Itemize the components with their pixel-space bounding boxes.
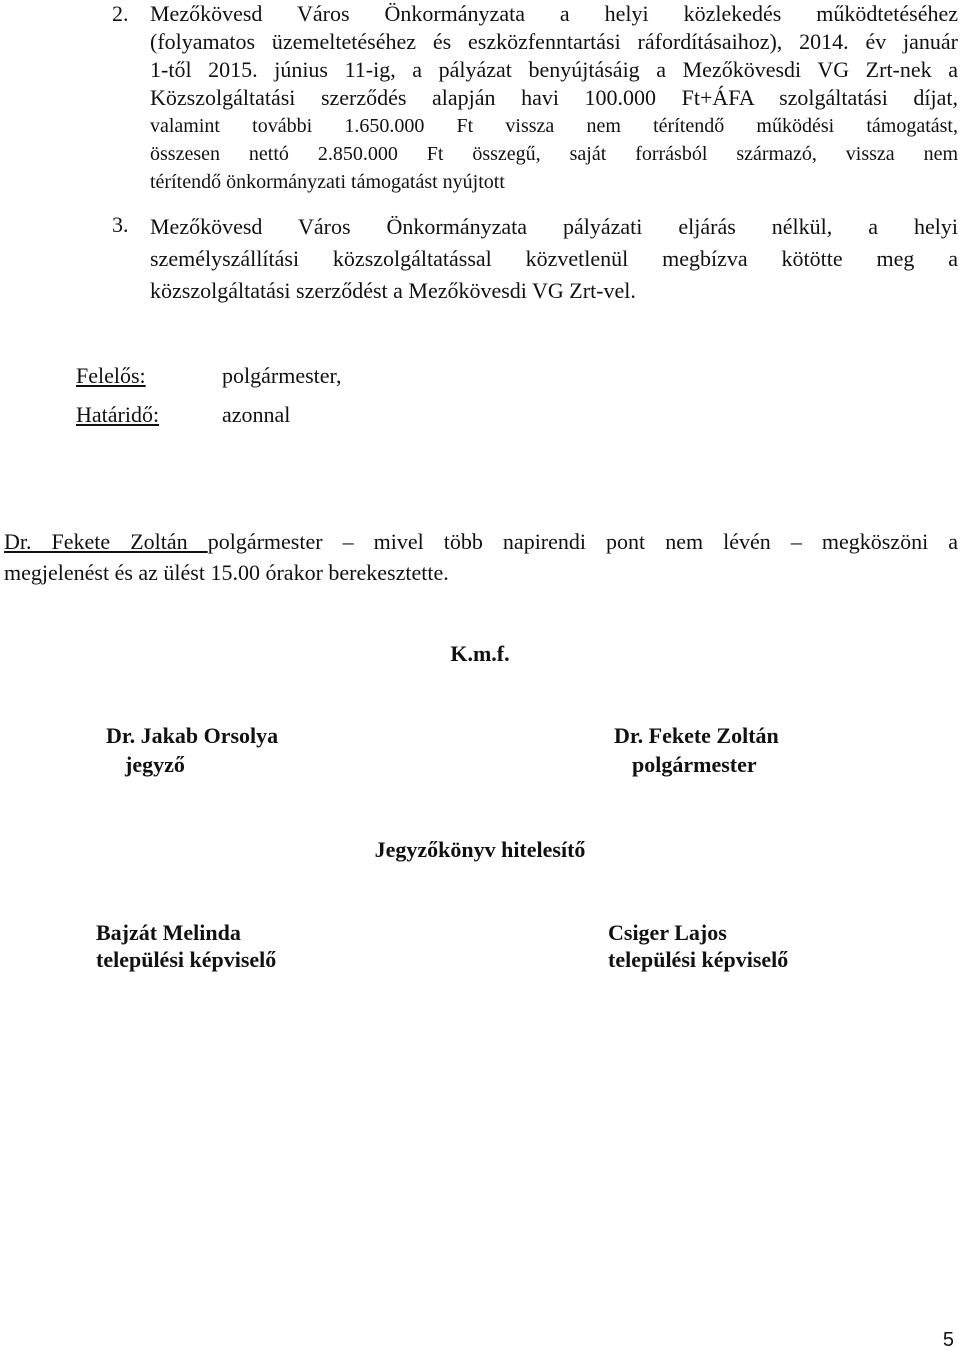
signatory-right-name: Dr. Fekete Zoltán	[614, 723, 779, 748]
deadline-label: Határidő:	[76, 402, 160, 427]
kmf-heading: K.m.f.	[450, 641, 510, 666]
text-line: közszolgáltatási szerződést a Mezőkövesdi VG Zrt-vel.	[150, 278, 636, 303]
text-line: Mezőkövesd Város Önkormányzata a helyi közlekedés működtetéséhez	[150, 1, 958, 26]
list-item-number: 2.	[112, 1, 129, 26]
signatory-right-title: polgármester	[632, 752, 757, 777]
text-line: összesen nettó 2.850.000 Ft összegű, saját forrásból származó, vissza nem	[150, 143, 958, 165]
closing-paragraph	[4, 526, 958, 588]
closing-text: polgármester – mivel több napirendi pont nem lévén – megköszöni a	[207, 529, 958, 554]
signatory-left-title: jegyző	[125, 752, 185, 777]
authenticator-right-name: Csiger Lajos	[608, 920, 727, 945]
text-line: személyszállítási közszolgáltatással közvetlenül megbízva kötötte meg a	[150, 246, 958, 271]
authenticator-heading: Jegyzőkönyv hitelesítő	[374, 837, 586, 862]
authenticator-left-title: települési képviselő	[96, 947, 277, 972]
signatory-left-name: Dr. Jakab Orsolya	[106, 723, 279, 748]
text-line: (folyamatos üzemeltetéséhez és eszközfenntartási ráfordításaihoz), 2014. év január	[150, 29, 958, 54]
text-line: valamint további 1.650.000 Ft vissza nem térítendő működési támogatást,	[150, 115, 958, 137]
page-number: 5	[942, 1329, 954, 1351]
text-line: térítendő önkormányzati támogatást nyújtott	[150, 171, 505, 193]
closing-line: megjelenést és az ülést 15.00 órakor berekesztette.	[4, 560, 449, 585]
chair-name: Dr. Fekete Zoltán	[4, 529, 208, 554]
text-line: Mezőkövesd Város Önkormányzata pályázati eljárás nélkül, a helyi	[150, 214, 958, 239]
list-item-text	[150, 211, 958, 307]
text-line: Közszolgáltatási szerződés alapján havi 100.000 Ft+ÁFA szolgáltatási díjat,	[150, 85, 958, 110]
deadline-value: azonnal	[222, 402, 291, 427]
responsible-value: polgármester,	[222, 363, 342, 388]
list-item-text	[150, 0, 958, 196]
responsible-label: Felelős:	[76, 363, 146, 388]
authenticator-right-title: települési képviselő	[608, 947, 789, 972]
list-item-number: 3.	[112, 212, 129, 237]
authenticator-left-name: Bajzát Melinda	[96, 920, 241, 945]
closing-line	[4, 526, 958, 557]
text-line: 1-től 2015. június 11-ig, a pályázat benyújtásáig a Mezőkövesdi VG Zrt-nek a	[150, 57, 958, 82]
